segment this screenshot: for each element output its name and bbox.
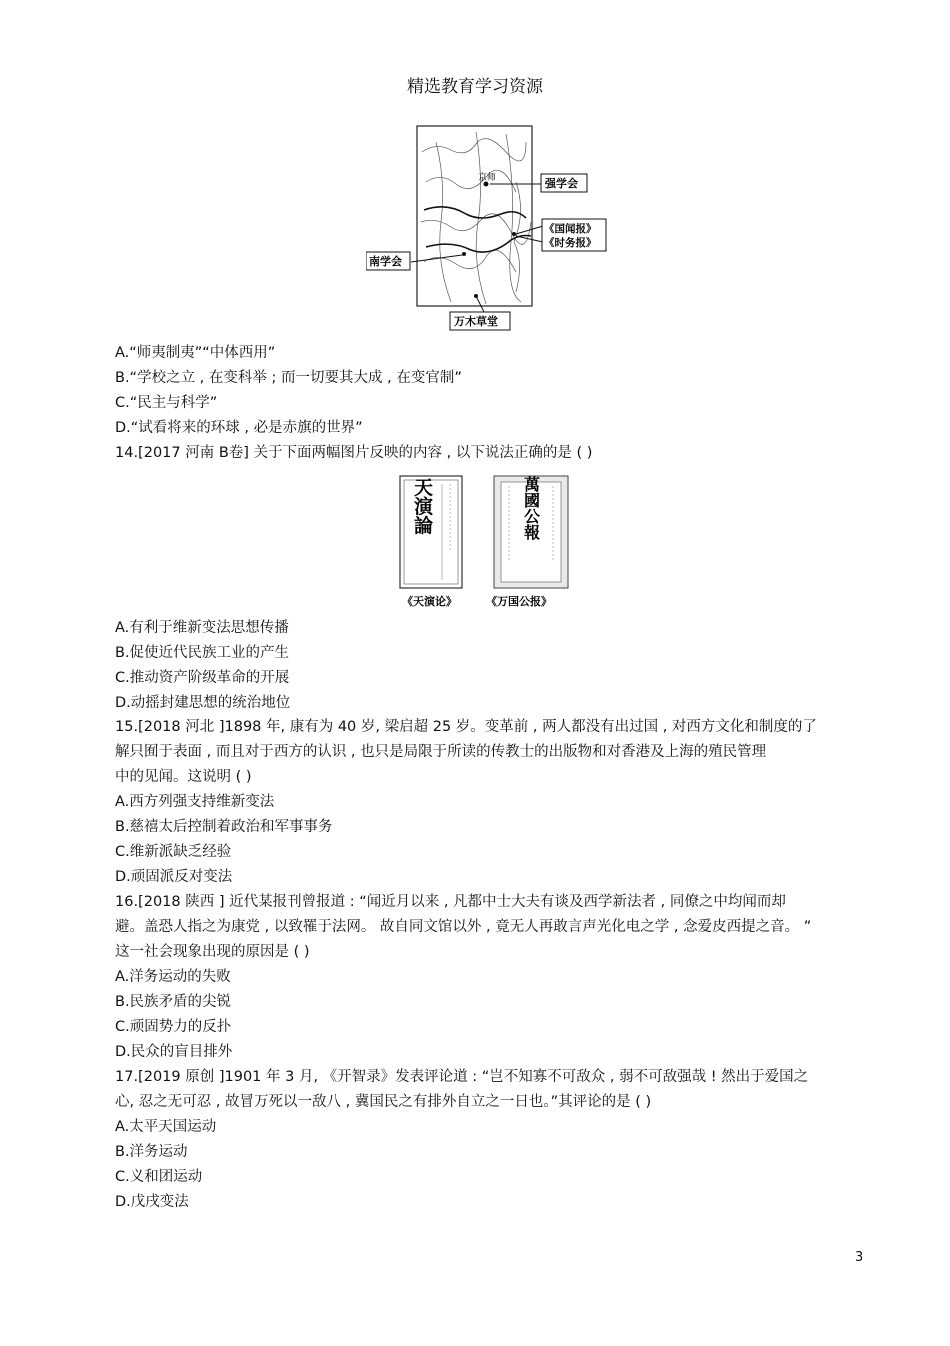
q15-option-a: A.西方列强支持维新变法 <box>115 794 275 810</box>
map-label-nanxuehui: 南学会 <box>369 255 402 268</box>
q17-option-a: A.太平天国运动 <box>115 1119 217 1135</box>
q14-option-c: C.推动资产阶级革命的开展 <box>115 670 290 686</box>
q16-stem-line-3: 这一社会现象出现的原因是 ( ) <box>115 944 310 960</box>
book-wanguogongbao-title: 萬國公報 <box>521 476 541 540</box>
q14-option-b: B.促使近代民族工业的产生 <box>115 645 290 661</box>
q13-option-c: C.“民主与科学” <box>115 395 218 411</box>
map-label-capital: 京师 <box>478 173 497 183</box>
q13-option-a: A.“师夷制夷”“中体西用” <box>115 345 276 361</box>
reform-map-figure <box>366 122 610 334</box>
q17-option-c: C.义和团运动 <box>115 1169 203 1185</box>
q17-stem-line-1: 17.[2019 原创 ]1901 年 3 月, 《开智录》发表评论道 : “岂不知寡不可敌众 , 弱不可敌强哉 ! 然出于爱国之 <box>115 1069 809 1085</box>
q15-stem-line-2: 解只囿于表面 , 而且对于西方的认识 , 也只是局限于所读的传教士的出版物和对香港及上海的殖民管理 <box>115 744 767 760</box>
q15-option-b: B.慈禧太后控制着政治和军事事务 <box>115 819 333 835</box>
q15-option-d: D.顽固派反对变法 <box>115 869 233 885</box>
map-frame <box>417 126 532 306</box>
books-figure <box>398 472 574 612</box>
map-label-guowenbao: 《国闻报》 <box>544 223 597 235</box>
q17-option-d: D.戊戌变法 <box>115 1194 189 1210</box>
q14-stem: 14.[2017 河南 B卷] 关于下面两幅图片反映的内容 , 以下说法正确的是 ( ) <box>115 445 593 461</box>
q16-stem-line-1: 16.[2018 陕西 ] 近代某报刊曾报道 : “闻近月以来 , 凡都中士大夫有谈及西学新法者 , 同僚之中均闻而却 <box>115 894 786 910</box>
book-tianyanlun-title: 天演論 <box>411 477 433 535</box>
q13-option-d: D.“试看将来的环球 , 必是赤旗的世界” <box>115 420 363 436</box>
q14-option-a: A.有利于维新变法思想传播 <box>115 620 289 636</box>
caption-wanguogongbao: 《万国公报》 <box>486 595 552 608</box>
q16-option-a: A.洋务运动的失败 <box>115 969 231 985</box>
q17-stem-line-2: 心, 忍之无可忍 , 故冒万死以一敌八 , 冀国民之有排外自立之一日也。”其评论的是 ( ) <box>115 1094 652 1110</box>
q14-option-d: D.动摇封建思想的统治地位 <box>115 695 291 711</box>
q15-stem-line-1: 15.[2018 河北 ]1898 年, 康有为 40 岁, 梁启超 25 岁。变革前 , 两人都没有出过国 , 对西方文化和制度的了 <box>115 719 817 735</box>
map-label-wanmucaotang: 万木草堂 <box>454 315 498 328</box>
q15-option-c: C.维新派缺乏经验 <box>115 844 232 860</box>
q16-stem-line-2: 避。盖恐人指之为康党 , 以致罹于法网。 故自同文馆以外 , 竟无人再敢言声光化电之学 , 念爱皮西提之音。 ” <box>115 919 812 935</box>
page-header-title: 精选教育学习资源 <box>407 77 543 97</box>
q16-option-b: B.民族矛盾的尖锐 <box>115 994 232 1010</box>
q16-option-d: D.民众的盲目排外 <box>115 1044 233 1060</box>
map-label-shiwubao: 《时务报》 <box>544 237 597 249</box>
map-label-qiangxuehui: 强学会 <box>545 177 578 190</box>
page-number: 3 <box>855 1250 864 1265</box>
q15-stem-line-3: 中的见闻。这说明 ( ) <box>115 769 252 785</box>
q13-option-b: B.“学校之立 , 在变科举 ; 而一切要其大成 , 在变官制” <box>115 370 462 386</box>
q17-option-b: B.洋务运动 <box>115 1144 188 1160</box>
caption-tianyanlun: 《天演论》 <box>402 595 457 608</box>
q16-option-c: C.顽固势力的反扑 <box>115 1019 232 1035</box>
